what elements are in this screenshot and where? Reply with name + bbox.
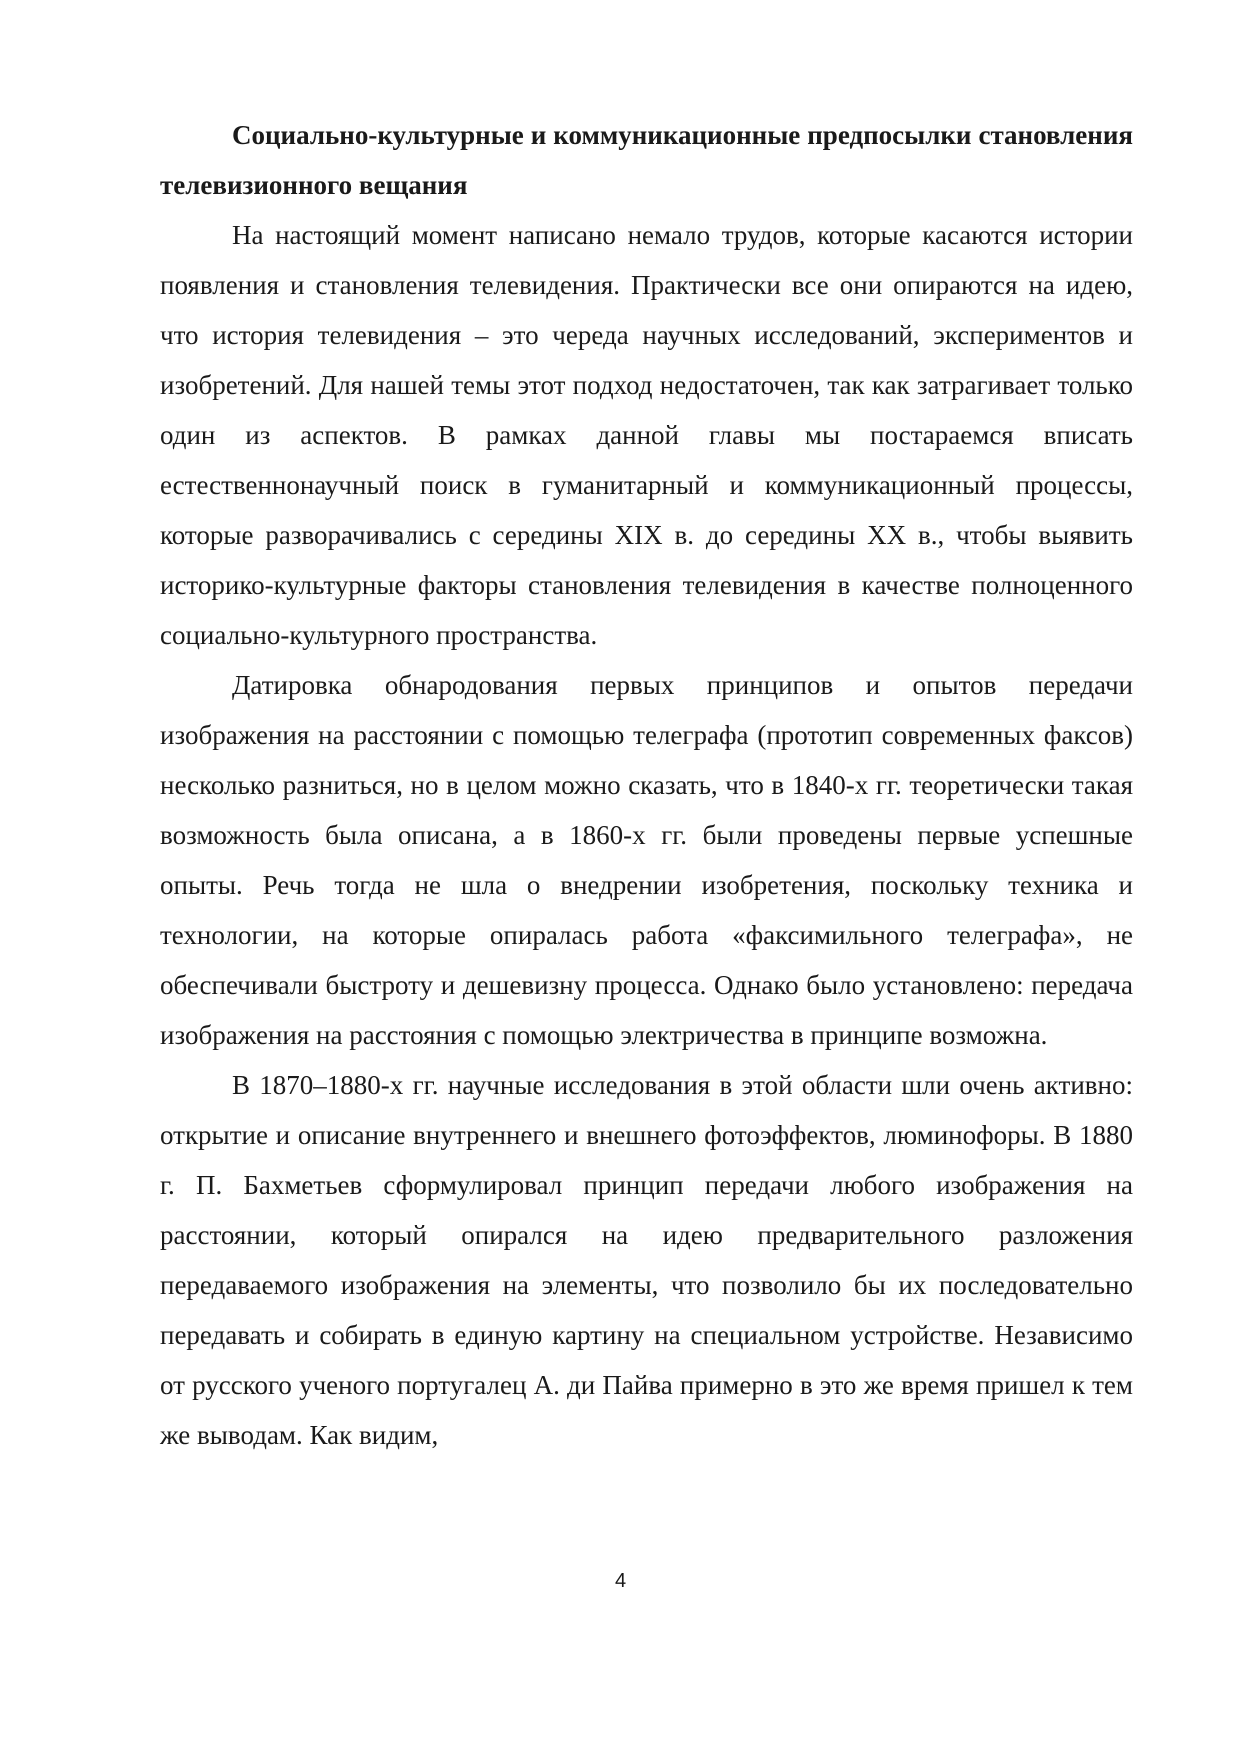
paragraph-2: Датировка обнародования первых принципов и опытов передачи изображения на расстоянии с помощью телеграфа (прототип современных факсов) несколько разниться, но в целом можно сказать, что в 1840-х гг. теоретически такая возможность была описана, а в 1860-х гг. были проведены первые успешные опыты. Речь тогда не шла о внедрении изобретения, поскольку техника и технологии, на которые опиралась работа «факсимильного телеграфа», не обеспечивали быстроту и дешевизну процесса. Однако было установлено: передача изображения на расстояния с помощью электричества в принципе возможна.: [160, 670, 1133, 1050]
page-number: 4: [614, 1570, 627, 1592]
document-body: [160, 110, 1133, 1460]
section-heading: Социально-культурные и коммуникационные предпосылки становления телевизионного вещания: [160, 120, 1133, 200]
paragraph-1: На настоящий момент написано немало трудов, которые касаются истории появления и становления телевидения. Практически все они опираются на идею, что история телевидения – это череда научных исследований, экспериментов и изобретений. Для нашей темы этот подход недостаточен, так как затрагивает только один из аспектов. В рамках данной главы мы постараемся вписать естественнонаучный поиск в гуманитарный и коммуникационный процессы, которые разворачивались с середины XIX в. до середины XX в., чтобы выявить историко-культурные факторы становления телевидения в качестве полноценного социально-культурного пространства.: [160, 220, 1133, 650]
paragraph-3: В 1870–1880-х гг. научные исследования в этой области шли очень активно: открытие и описание внутреннего и внешнего фотоэффектов, люминофоры. В 1880 г. П. Бахметьев сформулировал принцип передачи любого изображения на расстоянии, который опирался на идею предварительного разложения передаваемого изображения на элементы, что позволило бы их последовательно передавать и собирать в единую картину на специальном устройстве. Независимо от русского ученого португалец А. ди Пайва примерно в это же время пришел к тем же выводам. Как видим,: [160, 1070, 1133, 1450]
